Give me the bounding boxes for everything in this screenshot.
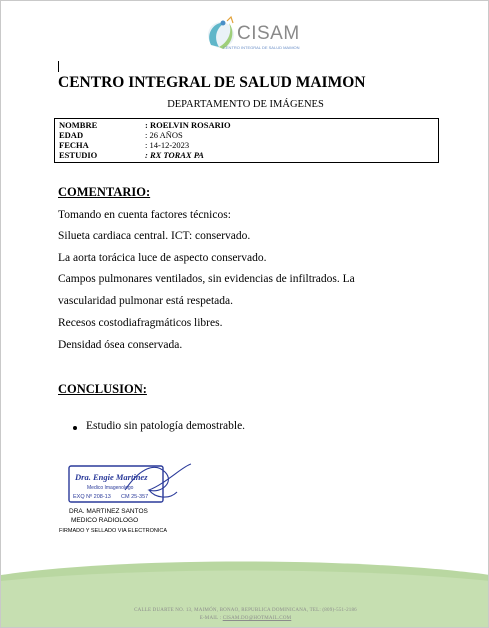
signer-title: MEDICO RADIOLOGO <box>71 517 139 524</box>
patient-value: : RX TORAX PA <box>145 150 204 160</box>
footer-email-line <box>1 616 489 621</box>
patient-label: EDAD <box>59 130 84 140</box>
comment-line: Campos pulmonares ventilados, sin evidencias de infiltrados. La <box>58 273 355 285</box>
footer-address: CALLE DUARTE NO. 13, MAIMÓN, BONAO, REPUBLICA DOMINICANA, TEL: (809)-551-2186 <box>134 608 357 613</box>
logo-subtext: CENTRO INTEGRAL DE SALUD MAIMON <box>223 45 300 50</box>
comment-heading: COMENTARIO: <box>58 185 151 199</box>
stamp-cm: CM 25-357 <box>121 494 149 500</box>
signature-stamp <box>65 460 197 510</box>
department-subtitle: DEPARTAMENTO DE IMÁGENES <box>167 99 324 110</box>
comment-line: Recesos costodiafragmáticos libres. <box>58 317 223 329</box>
stamp-role: Medico Imagenologo <box>87 485 134 491</box>
footer-email-prefix: E-MAIL : <box>199 616 223 621</box>
page-title: CENTRO INTEGRAL DE SALUD MAIMON <box>58 74 366 91</box>
stamp-exq: EXQ Nº 208-13 <box>73 494 111 500</box>
text-cursor <box>58 61 59 72</box>
patient-row-date <box>59 140 189 150</box>
conclusion-heading: CONCLUSION: <box>58 382 147 396</box>
comment-line: Silueta cardiaca central. ICT: conservado. <box>58 230 251 242</box>
patient-value: : 14-12-2023 <box>145 140 190 150</box>
signature-note: FIRMADO Y SELLADO VIA ELECTRONICA <box>59 528 167 534</box>
signer-name: DRA. MARTINEZ SANTOS <box>69 508 148 515</box>
patient-value: : ROELVIN ROSARIO <box>145 120 231 130</box>
patient-value: : 26 AÑOS <box>145 130 183 140</box>
comment-line: vascularidad pulmonar está respetada. <box>58 295 233 307</box>
comment-line: Densidad ósea conservada. <box>58 339 183 351</box>
comment-line: La aorta torácica luce de aspecto conservado. <box>58 252 267 264</box>
bullet-icon <box>73 426 77 430</box>
stamp-name: Dra. Engie Martinez <box>75 472 148 482</box>
patient-info-box <box>54 118 439 163</box>
patient-label: FECHA <box>59 140 89 150</box>
patient-row-study <box>59 150 204 160</box>
logo-text: CISAM <box>237 23 300 44</box>
footer-email-link[interactable]: CISAM.DO@HOTMAIL.COM <box>222 616 292 621</box>
patient-row-name <box>59 120 231 130</box>
patient-label: ESTUDIO <box>59 150 98 160</box>
patient-row-age <box>59 130 183 140</box>
conclusion-item: Estudio sin patología demostrable. <box>86 420 246 432</box>
comment-line: Tomando en cuenta factores técnicos: <box>58 209 231 221</box>
patient-label: NOMBRE <box>59 120 98 130</box>
